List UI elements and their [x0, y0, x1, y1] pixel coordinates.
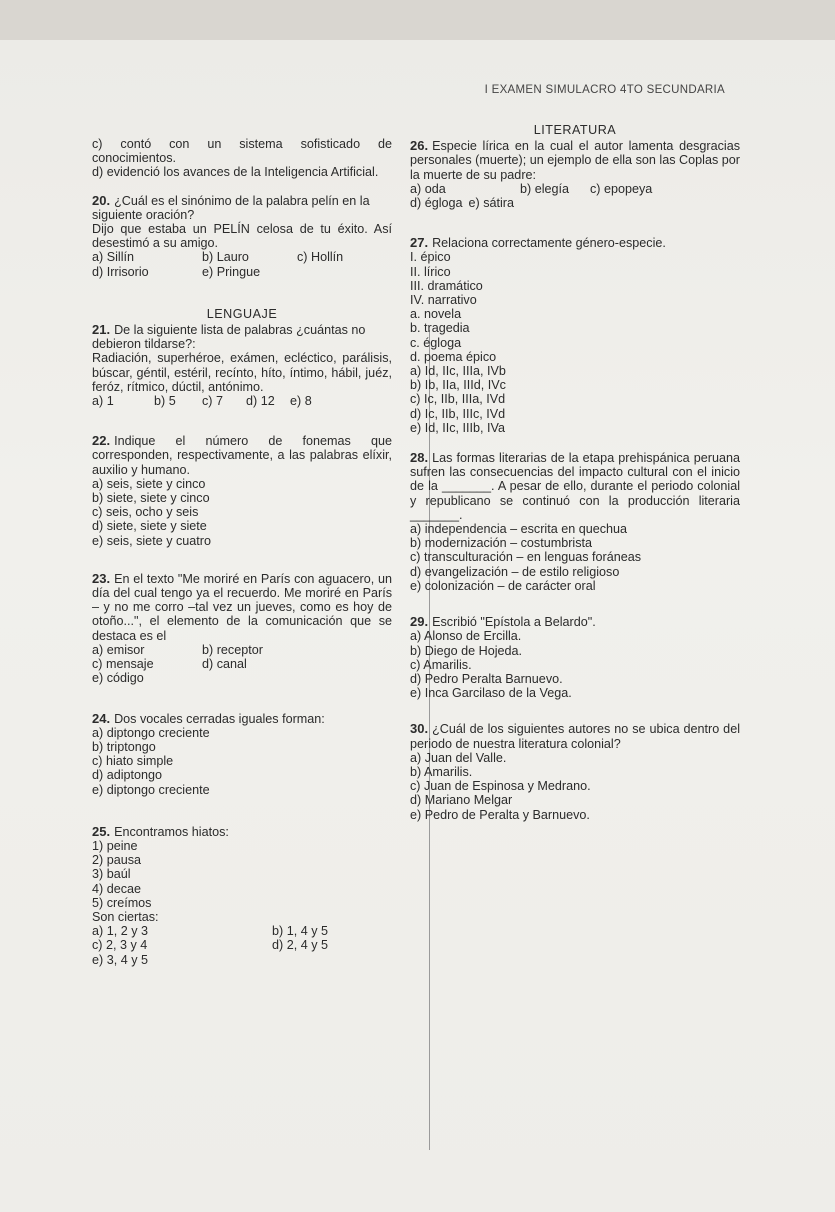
option-e: e) Id, IIc, IIIb, IVa: [410, 420, 505, 435]
option-b: b) Amarilis.: [410, 764, 473, 779]
option-c: c) Juan de Espinosa y Medrano.: [410, 779, 591, 794]
question-text: Encontramos hiatos:: [114, 824, 229, 839]
option-a: a) Juan del Valle.: [410, 750, 507, 765]
option-a: a) 1: [92, 394, 114, 409]
question-text: Las formas literarias de la etapa prehispánica peruana sufren las consecuencias del impacto cultural con el inicio de la _______. A pesar de ello, durante el periodo colonial y republicano se continuó con la producción literaria _______.: [410, 451, 740, 522]
item-2: 2) pausa: [92, 853, 142, 868]
option-d: d) égloga: [410, 196, 463, 211]
q19-option-d: d) evidenció los avances de la Inteligencia Artificial.: [92, 165, 379, 180]
right-column: [410, 123, 740, 822]
option-a: a) emisor: [92, 642, 145, 657]
question-28: [410, 451, 740, 593]
option-e: e) diptongo creciente: [92, 782, 210, 797]
item-5: 5) creímos: [92, 895, 152, 910]
species-a: a. novela: [410, 307, 462, 322]
species-c: c. égloga: [410, 335, 462, 350]
option-a: a) independencia – escrita en quechua: [410, 522, 628, 537]
option-c: c) 7: [202, 394, 223, 409]
option-d: d) Mariano Melgar: [410, 793, 513, 808]
question-number: 20.: [92, 192, 111, 208]
section-title-lenguaje: LENGUAJE: [206, 306, 278, 321]
option-d: d) Irrisorio: [92, 264, 149, 279]
option-b: b) receptor: [202, 642, 263, 657]
option-e: e) Inca Garcilaso de la Vega.: [410, 686, 572, 701]
question-number: 24.: [92, 710, 111, 726]
option-c: c) mensaje: [92, 657, 154, 672]
question-29: [410, 615, 740, 700]
option-e: e) 8: [290, 394, 312, 409]
option-d: d) Ic, IIb, IIIc, IVd: [410, 406, 506, 421]
item-3: 3) baúl: [92, 867, 131, 882]
question-23: [92, 572, 392, 686]
genre-4: IV. narrativo: [410, 293, 477, 308]
q19-option-c: c) contó con un sistema sofisticado de conocimientos.: [92, 137, 392, 166]
option-b: b) Lauro: [202, 250, 249, 265]
option-c: c) Hollín: [297, 250, 344, 265]
question-number: 27.: [410, 235, 429, 251]
question-number: 23.: [92, 570, 111, 586]
option-b: b) 5: [154, 394, 176, 409]
option-d: d) 2, 4 y 5: [272, 938, 329, 953]
option-d: d) adiptongo: [92, 768, 163, 783]
option-c: c) transculturación – en lenguas foráneas: [410, 550, 642, 565]
section-title-literatura: LITERATURA: [533, 123, 617, 137]
option-c: c) epopeya: [590, 181, 653, 196]
option-a: a) seis, siete y cinco: [92, 476, 206, 491]
option-d: d) 12: [246, 394, 275, 409]
question-text: ¿Cuál es el sinónimo de la palabra pelín en la siguiente oración?: [92, 193, 370, 222]
genre-3: III. dramático: [410, 278, 483, 293]
option-b: b) Ib, IIa, IIId, IVc: [410, 378, 506, 393]
question-number: 25.: [92, 823, 111, 839]
option-a: a) Alonso de Ercilla.: [410, 629, 522, 644]
question-text: De la siguiente lista de palabras ¿cuántas no debieron tildarse?:: [92, 323, 366, 352]
option-a: a) diptongo creciente: [92, 725, 210, 740]
question-text: ¿Cuál de los siguientes autores no se ubica dentro del periodo de nuestra literatura colonial?: [410, 722, 740, 751]
question-text: Dos vocales cerradas iguales forman:: [114, 711, 325, 726]
question-text: Escribió "Epístola a Belardo".: [432, 615, 596, 630]
option-c: c) Ic, IIb, IIIa, IVd: [410, 392, 506, 407]
item-4: 4) decae: [92, 881, 142, 896]
option-e: e) Pringue: [202, 264, 261, 279]
question-number: 30.: [410, 721, 429, 737]
option-b: b) Diego de Hojeda.: [410, 643, 523, 658]
option-d: d) Pedro Peralta Barnuevo.: [410, 671, 563, 686]
question-25: [92, 825, 392, 967]
option-e: e) 3, 4 y 5: [92, 952, 149, 967]
question-22: [92, 434, 392, 548]
option-c: c) 2, 3 y 4: [92, 938, 148, 953]
question-text: Indique el número de fonemas que corresponden, respectivamente, a las palabras elíxir, auxilio y humano.: [92, 434, 392, 477]
option-c: c) seis, ocho y seis: [92, 505, 199, 520]
question-21: [92, 323, 392, 408]
option-a: a) Id, IIc, IIIa, IVb: [410, 364, 506, 379]
question-number: 28.: [410, 450, 429, 466]
question-27: [410, 236, 740, 435]
species-d: d. poema épico: [410, 349, 497, 364]
species-b: b. tragedia: [410, 321, 470, 336]
genre-1: I. épico: [410, 250, 451, 265]
option-b: b) 1, 4 y 5: [272, 924, 329, 939]
genre-2: II. lírico: [410, 264, 451, 279]
left-column: [92, 137, 392, 967]
option-e: e) código: [92, 671, 144, 686]
question-number: 22.: [92, 433, 111, 449]
option-b: b) modernización – costumbrista: [410, 536, 592, 551]
son-ciertas-label: Son ciertas:: [92, 909, 159, 924]
option-a: a) oda: [410, 181, 446, 196]
word-list: Radiación, superhéroe, exámen, ecléctico, parálisis, búscar, géntil, estéril, recínto, híto, íntimo, hábil, juéz, feróz, rítmico, dúctil, antónimo.: [92, 351, 392, 394]
question-24: [92, 712, 392, 797]
option-b: b) siete, siete y cinco: [92, 491, 210, 506]
option-d: d) canal: [202, 657, 247, 672]
question-number: 26.: [410, 138, 429, 154]
option-e: e) colonización – de carácter oral: [410, 578, 596, 593]
option-d: d) siete, siete y siete: [92, 519, 207, 534]
option-a: a) Sillín: [92, 250, 134, 265]
question-text: En el texto "Me moriré en París con aguacero, un día del cual tengo ya el recuerdo. Me moriré en París – y no me corro –tal vez un jueves, como es hoy de otoño...", el elemento de la comunicación que se destaca es el: [92, 571, 392, 643]
option-c: c) hiato simple: [92, 754, 174, 769]
item-1: 1) peine: [92, 838, 138, 853]
option-e: e) Pedro de Peralta y Barnuevo.: [410, 807, 590, 822]
option-e: e) sátira: [468, 196, 515, 211]
question-number: 29.: [410, 614, 429, 630]
option-a: a) 1, 2 y 3: [92, 924, 149, 939]
question-20: [92, 194, 392, 279]
option-c: c) Amarilis.: [410, 657, 472, 672]
question-text: Relaciona correctamente género-especie.: [432, 236, 666, 251]
option-d: d) evangelización – de estilo religioso: [410, 564, 620, 579]
question-number: 21.: [92, 322, 111, 338]
exam-header: I EXAMEN SIMULACRO 4TO SECUNDARIA: [484, 84, 725, 96]
question-text: Especie lírica en la cual el autor lamenta desgracias personales (muerte); un ejemplo de ella son las Coplas por la muerte de su padre:: [410, 139, 740, 182]
option-e: e) seis, siete y cuatro: [92, 533, 211, 548]
option-b: b) triptongo: [92, 739, 156, 754]
option-b: b) elegía: [520, 181, 570, 196]
question-30: [410, 722, 740, 821]
question-26: [410, 139, 740, 210]
question-sentence: Dijo que estaba un PELÍN celosa de tu éxito. Así desestimó a su amigo.: [92, 222, 392, 251]
